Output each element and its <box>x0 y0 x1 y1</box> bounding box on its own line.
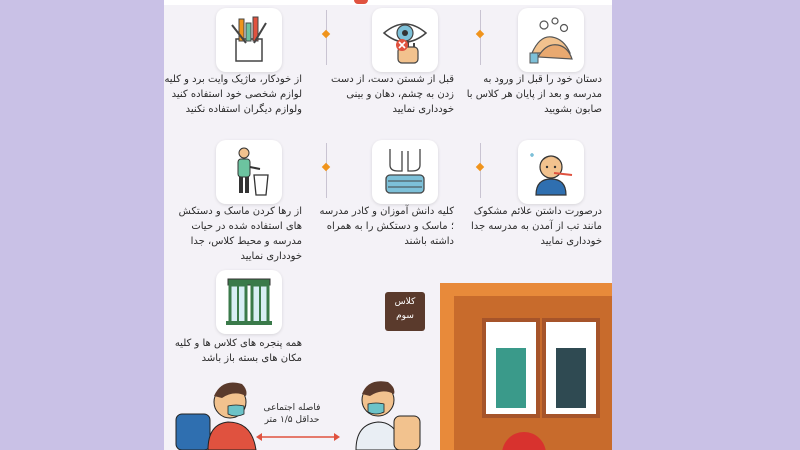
distance-line2: حداقل ۱/۵ متر <box>264 415 320 425</box>
student-right-illustration <box>346 372 426 450</box>
classroom-sign <box>385 292 425 331</box>
stationery-icon <box>216 8 282 72</box>
top-bar <box>164 0 612 5</box>
distance-line1: فاصله اجتماعی <box>263 403 321 413</box>
rule-3-text: از خودکار، ماژیک وایت برد و کلیه لوازم شخصی خود استفاده کنید ولوازم دیگران استفاده نکنید <box>164 74 302 115</box>
rule-7-text: همه پنجره های کلاس ها و کلیه مکان های بسته باز باشد <box>174 338 302 364</box>
social-distance-label <box>242 402 342 426</box>
rule-4-text: درصورت داشتن علائم مشکوک مانند تب از آمدن به مدرسه جدا خودداری نمایید <box>471 206 602 247</box>
rule-5-text: کلیه دانش آموزان و کادر مدرسه ؛ ماسک و دستکش را به همراه داشته باشند <box>319 206 454 247</box>
distance-arrow <box>256 433 340 441</box>
rule-1-text: دستان خود را قبل از ورود به مدرسه و بعد از پایان هر کلاس با صابون بشویید <box>466 74 602 115</box>
open-window-icon <box>216 270 282 334</box>
trash-disposal-icon <box>216 140 282 204</box>
door-panel-left <box>482 318 540 418</box>
divider-diamond <box>322 30 330 38</box>
classroom-sign-line1: کلاس <box>394 297 416 307</box>
no-touch-eye-icon <box>372 8 438 72</box>
divider-diamond <box>322 163 330 171</box>
rule-2-text: قبل از شستن دست، از دست زدن به چشم، دهان و بینی خودداری نمایید <box>331 74 454 115</box>
infographic-poster <box>164 0 612 450</box>
mask-gloves-icon <box>372 140 438 204</box>
hand-washing-icon <box>518 8 584 72</box>
door-window <box>556 348 586 408</box>
door-panel-right <box>542 318 600 418</box>
top-notch <box>354 0 368 4</box>
sick-student-icon <box>518 140 584 204</box>
door-window <box>496 348 526 408</box>
rule-6-text: از رها کردن ماسک و دستکش های استفاده شده در حیات مدرسه و محیط کلاس، جدا خودداری نمایید <box>178 206 302 262</box>
divider-diamond <box>476 30 484 38</box>
divider-diamond <box>476 163 484 171</box>
classroom-sign-line2: سوم <box>396 311 414 321</box>
